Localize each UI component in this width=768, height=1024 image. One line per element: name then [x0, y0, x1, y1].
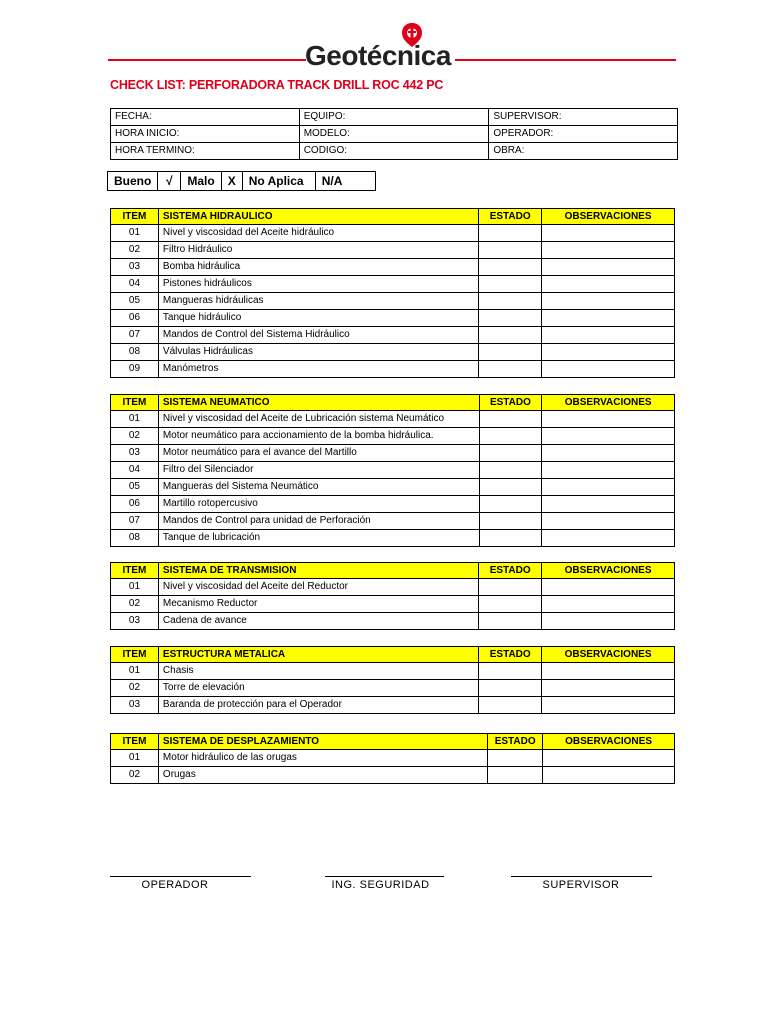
item-description: Pistones hidráulicos — [158, 276, 478, 293]
section-header-row — [111, 734, 675, 750]
section-table — [110, 646, 675, 714]
item-description: Motor neumático para accionamiento de la bomba hidráulica. — [158, 428, 479, 445]
table-row — [111, 680, 675, 697]
item-description: Mecanismo Reductor — [158, 596, 478, 613]
observaciones-cell[interactable] — [542, 462, 675, 479]
hora-termino-field[interactable]: HORA TERMINO: — [111, 143, 300, 160]
table-row — [111, 513, 675, 530]
legend-bueno-label: Bueno — [108, 172, 158, 191]
estado-column-header: ESTADO — [479, 395, 542, 411]
table-row — [111, 361, 675, 378]
item-number: 02 — [111, 428, 159, 445]
item-description: Bomba hidráulica — [158, 259, 478, 276]
item-column-header: ITEM — [111, 563, 159, 579]
ing-seguridad-signature-line[interactable] — [325, 876, 444, 877]
operador-signature-label: OPERADOR — [141, 879, 209, 891]
observaciones-cell[interactable] — [543, 750, 675, 767]
table-row — [111, 750, 675, 767]
table-row — [111, 445, 675, 462]
observaciones-cell[interactable] — [542, 663, 675, 680]
section-header-row — [111, 209, 675, 225]
table-row — [111, 767, 675, 784]
item-number: 03 — [111, 613, 159, 630]
observaciones-cell[interactable] — [542, 344, 675, 361]
observaciones-cell[interactable] — [542, 259, 675, 276]
observaciones-cell[interactable] — [542, 513, 675, 530]
estado-cell[interactable] — [479, 411, 542, 428]
estado-column-header: ESTADO — [488, 734, 543, 750]
table-row — [111, 242, 675, 259]
estado-cell[interactable] — [479, 428, 542, 445]
info-table — [110, 108, 678, 160]
header-rule-left — [108, 59, 306, 61]
estado-cell[interactable] — [488, 767, 543, 784]
item-description: Tanque hidráulico — [158, 310, 478, 327]
item-description: Cadena de avance — [158, 613, 478, 630]
item-number: 01 — [111, 663, 159, 680]
item-number: 08 — [111, 530, 159, 547]
estado-column-header: ESTADO — [479, 563, 542, 579]
item-description: Torre de elevación — [158, 680, 478, 697]
estado-cell[interactable] — [479, 596, 542, 613]
table-row — [111, 496, 675, 513]
estado-cell[interactable] — [479, 445, 542, 462]
estado-cell[interactable] — [479, 344, 542, 361]
estado-cell[interactable] — [479, 613, 542, 630]
section-title: ESTRUCTURA METALICA — [158, 647, 478, 663]
table-row — [111, 579, 675, 596]
section-header-row — [111, 647, 675, 663]
table-row — [111, 310, 675, 327]
item-description: Mandos de Control para unidad de Perforación — [158, 513, 479, 530]
observaciones-column-header: OBSERVACIONES — [542, 209, 675, 225]
observaciones-cell[interactable] — [542, 327, 675, 344]
observaciones-cell[interactable] — [542, 361, 675, 378]
table-row — [111, 697, 675, 714]
item-description: Motor neumático para el avance del Martillo — [158, 445, 479, 462]
item-number: 08 — [111, 344, 159, 361]
page-title: CHECK LIST: PERFORADORA TRACK DRILL ROC 442 PC — [110, 78, 444, 92]
observaciones-cell[interactable] — [542, 579, 675, 596]
table-row — [111, 411, 675, 428]
item-number: 05 — [111, 293, 159, 310]
estado-cell[interactable] — [479, 276, 542, 293]
estado-cell[interactable] — [479, 479, 542, 496]
hora-inicio-field[interactable]: HORA INICIO: — [111, 126, 300, 143]
item-column-header: ITEM — [111, 647, 159, 663]
item-number: 05 — [111, 479, 159, 496]
observaciones-column-header: OBSERVACIONES — [543, 734, 675, 750]
item-description: Mangueras del Sistema Neumático — [158, 479, 479, 496]
item-description: Martillo rotopercusivo — [158, 496, 479, 513]
item-number: 01 — [111, 750, 159, 767]
item-number: 03 — [111, 259, 159, 276]
observaciones-cell[interactable] — [542, 445, 675, 462]
item-description: Tanque de lubricación — [158, 530, 479, 547]
table-row — [111, 479, 675, 496]
item-description: Orugas — [158, 767, 487, 784]
section-table — [110, 208, 675, 378]
table-row — [111, 327, 675, 344]
estado-cell[interactable] — [479, 259, 542, 276]
observaciones-cell[interactable] — [542, 276, 675, 293]
item-number: 01 — [111, 411, 159, 428]
supervisor-signature-label: SUPERVISOR — [542, 879, 620, 891]
item-description: Filtro Hidráulico — [158, 242, 478, 259]
item-number: 02 — [111, 242, 159, 259]
estado-cell[interactable] — [479, 361, 542, 378]
observaciones-cell[interactable] — [542, 242, 675, 259]
legend-bueno-symbol: √ — [158, 172, 181, 191]
observaciones-cell[interactable] — [542, 697, 675, 714]
section-header-row — [111, 395, 675, 411]
item-number: 07 — [111, 513, 159, 530]
item-number: 03 — [111, 445, 159, 462]
observaciones-column-header: OBSERVACIONES — [542, 647, 675, 663]
estado-cell[interactable] — [479, 697, 542, 714]
section-table — [110, 733, 675, 784]
item-description: Motor hidráulico de las orugas — [158, 750, 487, 767]
operador-field[interactable]: OPERADOR: — [489, 126, 678, 143]
section-title: SISTEMA DE DESPLAZAMIENTO — [158, 734, 487, 750]
item-description: Nivel y viscosidad del Aceite del Reductor — [158, 579, 478, 596]
table-row — [111, 462, 675, 479]
item-number: 02 — [111, 596, 159, 613]
estado-cell[interactable] — [479, 496, 542, 513]
section-header-row — [111, 563, 675, 579]
header-rule-right — [455, 59, 676, 61]
observaciones-cell[interactable] — [542, 428, 675, 445]
observaciones-cell[interactable] — [543, 767, 675, 784]
item-number: 03 — [111, 697, 159, 714]
table-row — [111, 428, 675, 445]
estado-cell[interactable] — [479, 530, 542, 547]
estado-column-header: ESTADO — [479, 209, 542, 225]
legend-na-symbol: N/A — [315, 172, 375, 191]
observaciones-cell[interactable] — [542, 613, 675, 630]
observaciones-cell[interactable] — [542, 293, 675, 310]
item-description: Nivel y viscosidad del Aceite de Lubricación sistema Neumático — [158, 411, 479, 428]
estado-cell[interactable] — [479, 310, 542, 327]
observaciones-cell[interactable] — [542, 225, 675, 242]
estado-column-header: ESTADO — [479, 647, 542, 663]
section-table — [110, 562, 675, 630]
observaciones-cell[interactable] — [542, 479, 675, 496]
item-number: 07 — [111, 327, 159, 344]
item-number: 02 — [111, 767, 159, 784]
legend-malo-label: Malo — [181, 172, 221, 191]
item-column-header: ITEM — [111, 734, 159, 750]
legend-table — [107, 171, 376, 191]
estado-cell[interactable] — [479, 462, 542, 479]
modelo-field[interactable]: MODELO: — [299, 126, 489, 143]
table-row — [111, 225, 675, 242]
item-description: Chasis — [158, 663, 478, 680]
observaciones-column-header: OBSERVACIONES — [542, 563, 675, 579]
item-number: 09 — [111, 361, 159, 378]
estado-cell[interactable] — [479, 663, 542, 680]
ing-seguridad-signature-label: ING. SEGURIDAD — [331, 879, 430, 891]
estado-cell[interactable] — [479, 293, 542, 310]
item-description: Mangueras hidráulicas — [158, 293, 478, 310]
table-row — [111, 530, 675, 547]
observaciones-cell[interactable] — [542, 530, 675, 547]
item-column-header: ITEM — [111, 395, 159, 411]
estado-cell[interactable] — [479, 242, 542, 259]
observaciones-cell[interactable] — [542, 680, 675, 697]
estado-cell[interactable] — [479, 225, 542, 242]
item-description: Filtro del Silenciador — [158, 462, 479, 479]
item-description: Mandos de Control del Sistema Hidráulico — [158, 327, 478, 344]
company-logo-text: Geotécnica — [305, 40, 451, 71]
legend-malo-symbol: X — [221, 172, 242, 191]
table-row — [111, 293, 675, 310]
item-number: 06 — [111, 496, 159, 513]
obra-field[interactable]: OBRA: — [489, 143, 678, 160]
item-number: 01 — [111, 225, 159, 242]
observaciones-cell[interactable] — [542, 310, 675, 327]
item-column-header: ITEM — [111, 209, 159, 225]
supervisor-signature-line[interactable] — [511, 876, 652, 877]
item-description: Nivel y viscosidad del Aceite hidráulico — [158, 225, 478, 242]
observaciones-cell[interactable] — [542, 596, 675, 613]
table-row — [111, 663, 675, 680]
item-description: Válvulas Hidráulicas — [158, 344, 478, 361]
section-title: SISTEMA NEUMATICO — [158, 395, 479, 411]
legend-no-aplica-label: No Aplica — [242, 172, 315, 191]
section-title: SISTEMA DE TRANSMISION — [158, 563, 478, 579]
section-table — [110, 394, 675, 547]
table-row — [111, 259, 675, 276]
item-number: 06 — [111, 310, 159, 327]
codigo-field[interactable]: CODIGO: — [299, 143, 489, 160]
estado-cell[interactable] — [479, 680, 542, 697]
observaciones-cell[interactable] — [542, 411, 675, 428]
observaciones-cell[interactable] — [542, 496, 675, 513]
fecha-field[interactable]: FECHA: — [111, 109, 300, 126]
table-row — [111, 596, 675, 613]
item-description: Baranda de protección para el Operador — [158, 697, 478, 714]
estado-cell[interactable] — [479, 579, 542, 596]
table-row — [111, 613, 675, 630]
estado-cell[interactable] — [488, 750, 543, 767]
equipo-field[interactable]: EQUIPO: — [299, 109, 489, 126]
estado-cell[interactable] — [479, 513, 542, 530]
item-number: 02 — [111, 680, 159, 697]
supervisor-field[interactable]: SUPERVISOR: — [489, 109, 678, 126]
item-number: 01 — [111, 579, 159, 596]
operador-signature-line[interactable] — [110, 876, 251, 877]
table-row — [111, 276, 675, 293]
item-number: 04 — [111, 462, 159, 479]
observaciones-column-header: OBSERVACIONES — [542, 395, 675, 411]
item-description: Manómetros — [158, 361, 478, 378]
estado-cell[interactable] — [479, 327, 542, 344]
item-number: 04 — [111, 276, 159, 293]
section-title: SISTEMA HIDRAULICO — [158, 209, 478, 225]
table-row — [111, 344, 675, 361]
